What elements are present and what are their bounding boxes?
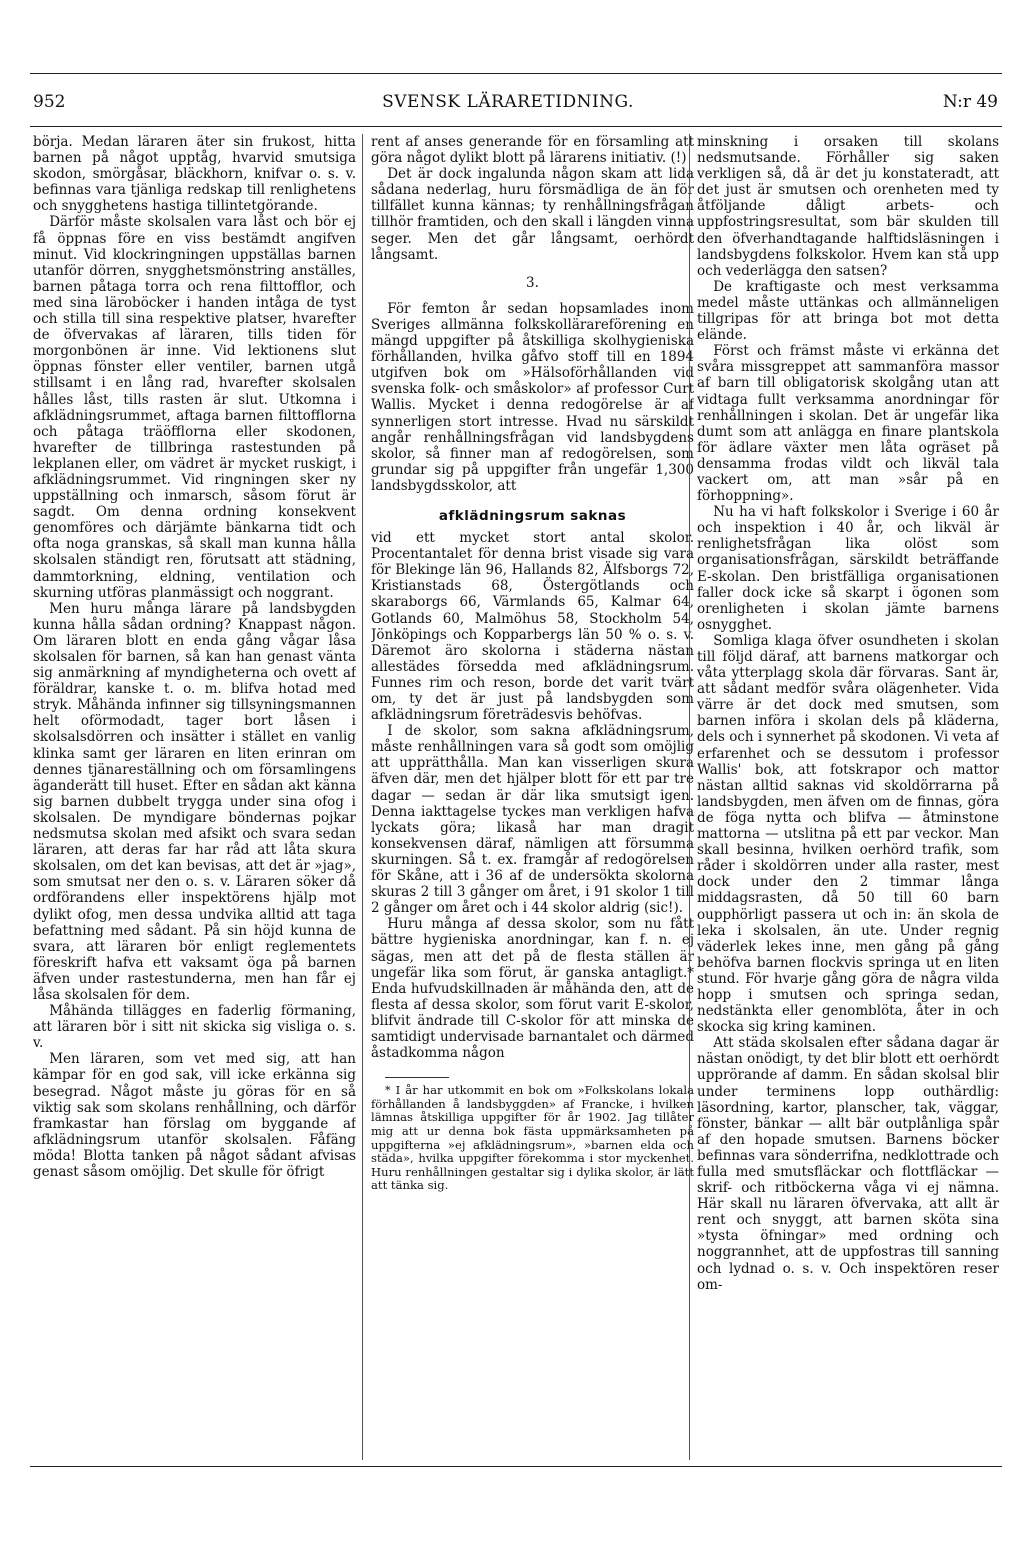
paragraph: Det är dock ingalunda någon skam att lida sådana nederlag, huru försmädliga de än för tillfället kunna kännas; ty renhållningsfrågan tillhör framtiden, och den skall i längden vinna seger. Men det går långsamt, oerhördt långsamt. [371,166,694,263]
paragraph: Men huru många lärare på landsbygden kunna hålla sådan ordning? Knappast någon. Om läraren blott en enda gång vågar låsa skolsalen för barnen, så kan han genast vänta sig anmärkning af myndigheterna och ovett af föräldrar, kanske t. o. m. blifva hotad med stryk. Måhända infinner sig tillsyningsmannen helt oförmodadt, tager bort låsen i skolsalsdörren och insätter i stället en vanlig klinka samt ger läraren en liten erinran om dennes tjänareställning och om församlingens äganderätt till huset. Efter en sådan akt känna sig barnen dubbelt trygga under sina ofog i skolsalen. De myndigare böndernas pojkar nedsmutsa skolan med afsikt och svara sedan läraren, att deras far har råd att låta skura skolsalen, om det kan bevisas, att det är »jag», som smutsat ner den o. s. v. Läraren söker då ordförandens eller inspektörens hjälp mot dylikt ofog, men dessa undvika alltid att taga befattning med sådant. På sin höjd kunna de svara, att läraren bör enligt reglementets föreskrift hafva ett vaksamt öga på barnen äfven under rastestunderna, men han får ej låsa skolsalen för dem. [33,600,356,1003]
paragraph: börja. Medan läraren äter sin frukost, hitta barnen på något upptåg, hvarvid smutsiga skodon, smörgåsar, bläckhorn, knifvar o. s. v. befinnas vara tjänliga redskap till renlighetens och snygghetens hastiga tillintetgörande. [33,134,356,215]
paragraph: Somliga klaga öfver osundheten i skolan till följd däraf, att barnens matkorgar och våta ytterplagg skola där förvaras. Sant är, att sådant medför svåra olägenheter. Vida värre är det dock med smutsen, som barnen införa i skolan dels på kläderna, dels och i synnerhet på skodonen. Vi veta af erfarenhet och se dessutom i professor Wallis' bok, att fotskrapor och mattor nästan alltid saknas vid skoldörrarna på landsbygden, men äfven om de finnas, göra de föga nytta och blifva — åtminstone mattorna — utslitna på ett par veckor. Man skall besinna, hvilken oerhörd trafik, som råder i skoldörren under alla raster, mest dock under den 2 timmar långa middagsrasten, då 50 till 60 barn oupphörligt passera ut och in: än skola de leka i skolsalen, än ute. Under regnig väderlek lekes inne, men gång på gång behöfva barnen flockvis springa ut en liten stund. För hvarje gång göra de några vilda hopp i smutsen och springa sedan, nedstänkta eller genomblöta, åter in och skocka sig kring kaminen. [697,632,999,1036]
footnote-rule [385,1077,449,1078]
paragraph: Först och främst måste vi erkänna det svåra missgreppet att sammanföra massor af barn till obligatorisk skolgång utan att vidtaga fullt verksamma anordningar för renhållningen i skolan. Det är ungefär lika dumt som att anlägga en finare plantskola för ädlare växter men låta ogräset på densamma frodas vildt och likväl tala vackert om, att man »sår på en förhoppning». [697,343,999,505]
paragraph: vid ett mycket stort antal skolor. Procentantalet för denna brist visade sig vara för Blekinge län 96, Hallands 82, Älfsborgs 72, Kristianstads 68, Östergötlands och skaraborgs 66, Värmlands 65, Kalmar 64, Gotlands 60, Malmöhus 58, Stockholm 54, Jönköpings och Kopparbergs län 50 % o. s. v. Däremot äro skolorna i städerna nästan allestädes försedda med afklädningsrum. Funnes rim och reson, borde det varit tvärt om, ty det är just på landsbygden som afklädningsrum företrädesvis behöfvas. [371,530,694,724]
top-rule [30,73,1002,74]
column-3 [697,134,999,1460]
footnote [371,1084,694,1193]
paragraph: Måhända tillägges en faderlig förmaning, att läraren bör i sitt nit skicka sig visliga o. s. v. [33,1003,356,1052]
paragraph: För femton år sedan hopsamlades inom Sveriges allmänna folkskollärareförening en mängd uppgifter på åtskilliga skolhygieniska förhållanden, hvilka gåfvo stoff till en 1894 utgifven bok om »Hälsoförhållanden vid svenska folk- och småskolor» af professor Curt Wallis. Mycket i denna redogörelse är af synnerligen stort intresse. Hvad nu särskildt angår renhållningsfrågan vid landsbygdens skolor, så finner man af redogörelsen, som grundar sig på uppgifter från ungefär 1,300 landsbygdsskolor, att [371,300,694,494]
journal-title: SVENSK LÄRARETIDNING. [382,92,634,112]
paragraph: Nu ha vi haft folkskolor i Sverige i 60 år och inspektion i 40 år, och likväl är renlighetsfrågan lika olöst som organisationsfrågan, särskildt beträffande E-skolan. Den bristfälliga organisationen faller dock icke så skarpt i ögonen som orenligheten i skolan jämte barnens osnygghet. [697,504,999,633]
column-1 [33,134,356,1460]
header-rule [30,126,1002,127]
issue-number: N:r 49 [942,92,998,112]
paragraph: Huru många af dessa skolor, som nu fått bättre hygieniska anordningar, kan f. n. ej sägas, men att det på de flesta ställen är ungefär lika som förut, är ganska antagligt.* Enda hufvudskillnaden är måhända den, att de flesta af dessa skolor, som förut varit E-skolor, blifvit ändrade till C-skolor för att minska de samtidigt undervisade barnantalet och därmed åstadkomma någon [371,916,694,1062]
paragraph: Därför måste skolsalen vara låst och bör ej få öppnas före en viss bestämdt angifven minut. Vid klockringningen uppställas barnen utanför dörren, snygghetsmönstring anställes, barnen påtaga torra och rena filttofflor, och med sina läroböcker i handen intåga de tyst och stilla till sina respektive platser, hvarefter de öfvervakas af läraren, tills tiden för morgonbönen är inne. Vid lektionens slut öppnas fönster eller ventiler, barnen utgå stillsamt i en lång rad, hvarefter skolsalen hålles låst, tills rasten är slut. Utkomna i afklädningsrummet, aftaga barnen filttofflorna och påtaga träöfflorna eller skodonen, hvarefter de tillbringa rastestunden på lekplanen eller, om vädret är mycket ruskigt, i afklädningsrummet. Vid ringningen sker ny uppställning och inmarsch, såsom förut är sagdt. Om denna ordning konsekvent genomföres och därjämte bänkarna tidt och ofta noga granskas, så skall man kunna hålla skolsalen ständigt ren, förutsatt att städning, dammtorkning, eldning, ventilation och skurning utföras planmässigt och noggrant. [33,214,356,601]
subheading: afklädningsrum saknas [438,507,627,524]
column-divider [362,134,363,1460]
page-number: 952 [33,92,66,112]
paragraph: Men läraren, som vet med sig, att han kämpar för en god sak, vill icke erkänna sig besegrad. Något måste ju göras för en så viktig sak som skolans renhållning, och därför framkastar han förslag om byggande af afklädningsrum utanför skolsalen. Fåfäng möda! Blotta tanken på något sådant afvisas genast såsom omöjlig. Det skulle för öfrigt [33,1051,356,1180]
paragraph: minskning i orsaken till skolans nedsmutsande. Förhåller sig saken verkligen så, då är det ju konstateradt, att det just är smutsen och orenheten med ty åtföljande dåligt arbets- och uppfostringsresultat, som bär skulden till den öfverhandtagande halftidsläsningen i landsbygdens folkskolor. Hvem kan stå upp och vederlägga den satsen? [697,134,999,279]
section-number: 3. [526,274,539,291]
footnote-text: * I år har utkommit en bok om »Folkskolans lokala förhållanden å landsbyggden» af Francke, i hvilken lämnas åtskilliga uppgifter för år 1902. Jag tillåter mig att ur denna bok fästa uppmärksamheten på uppgifterna »ej afklädningsrum», »barnen elda och städa», hvilka uppgifter förekomma i stor myckenhet. Huru renhållningen gestaltar sig i dylika skolor, är lätt att tänka sig. [371,1083,694,1193]
column-2 [371,134,694,1460]
paragraph: I de skolor, som sakna afklädningsrum, måste renhållningen vara så godt som omöjlig att upprätthålla. Man kan visserligen skura äfven där, men det hjälper blott för ett par tre dagar — sedan är där lika smutsigt igen. Denna iakttagelse tyckes man verkligen hafva lyckats göra; likaså har man dragit konsekvensen däraf, nämligen att försumma skurningen. Så t. ex. framgår af redogörelsen för Skåne, att i 36 af de undersökta skolorna skuras 2 till 3 gånger om året, i 91 skolor 1 till 2 gånger om året och i 44 skolor aldrig (sic!). [371,723,694,917]
paragraph: rent af anses generande för en församling att göra något dylikt blott på lärarens initiativ. (!) [371,134,694,167]
column-divider [689,134,690,1460]
paragraph: De kraftigaste och mest verksamma medel måste uttänkas och allmänneligen tillgripas för att bringa bot mot detta elände. [697,278,999,344]
bottom-rule [30,1466,1002,1467]
paragraph: Att städa skolsalen efter sådana dagar är nästan onödigt, ty det blir blott ett oerhördt upprörande af damm. En sådan skolsal blir under terminens lopp outhärdlig: läsordning, kartor, planscher, tak, väggar, fönster, bänkar — allt bär outplånliga spår af den hopade smutsen. Barnens böcker befinnas vara sönderrifna, nedklottrade och fulla med smutsfläckar och flottfläckar — skrif- och ritböckerna våga vi ej nämna. Här skall nu läraren öfvervaka, att allt är rent och snyggt, att barnen sköta sina »tysta öfningar» med ordning och noggrannhet, att de uppfostras till sanning och lydnad o. s. v. Och inspektören reser om- [697,1035,999,1293]
